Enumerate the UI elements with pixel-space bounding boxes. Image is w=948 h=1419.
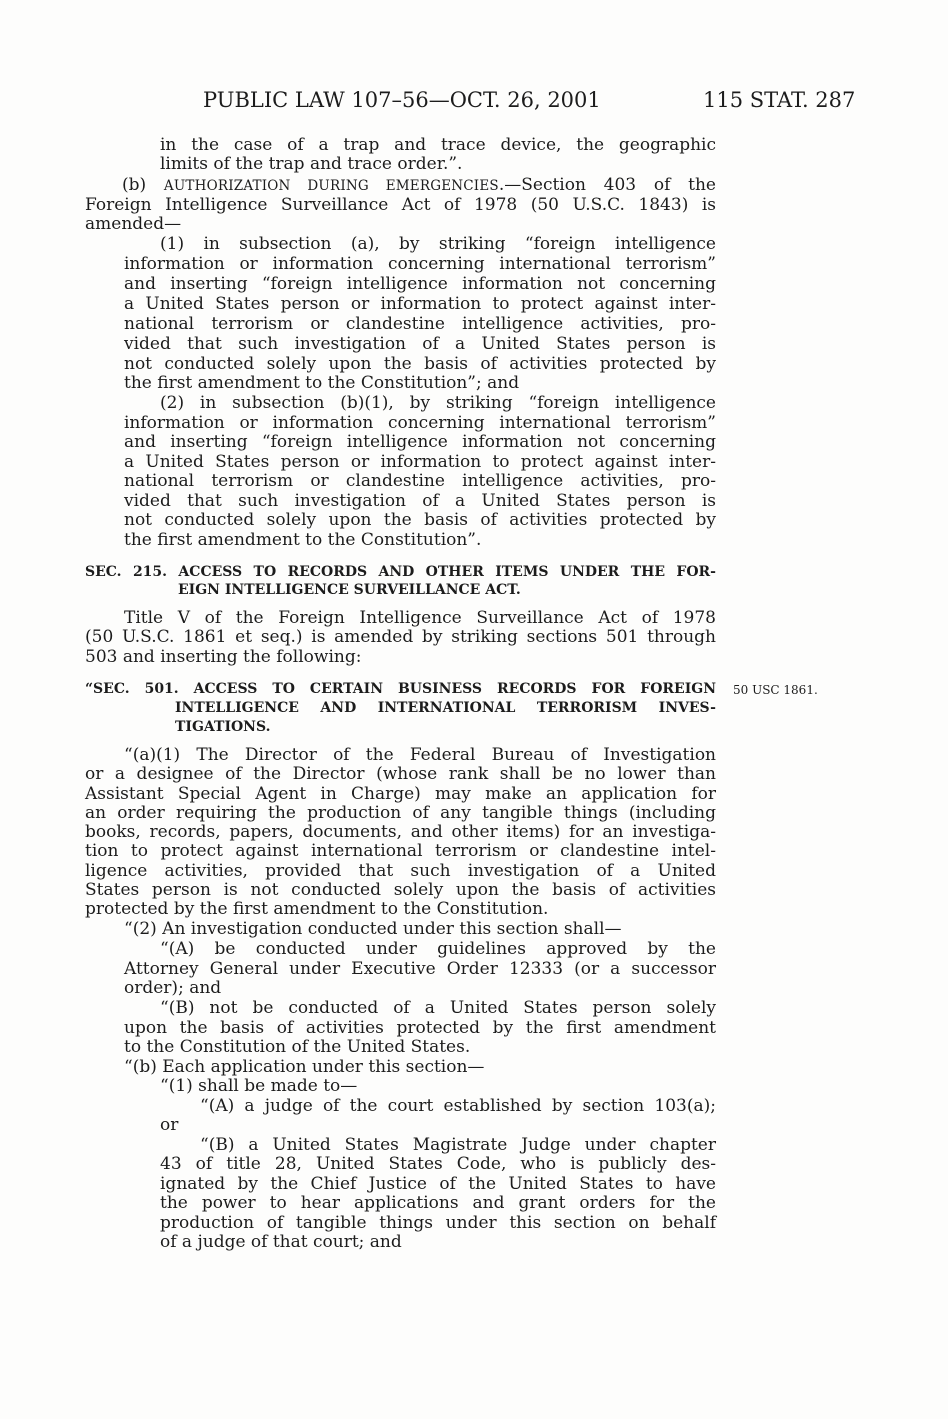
text-line: national terrorism or clandestine intelligence activities, pro-	[124, 314, 716, 334]
text-line: amended—	[85, 214, 182, 234]
text-line: of a judge of that court; and	[160, 1232, 402, 1252]
text-line: upon the basis of activities protected by the first amendment	[124, 1018, 716, 1038]
text-line: “(A) be conducted under guidelines approved by the	[160, 939, 716, 959]
section-heading: INTELLIGENCE AND INTERNATIONAL TERRORISM INVES-	[175, 700, 716, 716]
text-line: information or information concerning international terrorism”	[124, 254, 716, 274]
text-line: in the case of a trap and trace device, the geographic	[160, 135, 716, 155]
subsection-label: (b)	[122, 175, 164, 195]
text-line: tion to protect against international terrorism or clandestine intel-	[85, 841, 716, 861]
text-line: national terrorism or clandestine intelligence activities, pro-	[124, 471, 716, 491]
text-line: 503 and inserting the following:	[85, 647, 362, 667]
text-line: a United States person or information to protect against inter-	[124, 452, 716, 472]
text-line: not conducted solely upon the basis of activities protected by	[124, 510, 716, 530]
text-line: ignated by the Chief Justice of the United States to have	[160, 1174, 716, 1194]
text-line: the first amendment to the Constitution”.	[124, 530, 482, 550]
text-line: “(A) a judge of the court established by section 103(a);	[200, 1096, 716, 1116]
text-line: books, records, papers, documents, and other items) for an investiga-	[85, 822, 716, 842]
text-line: “(B) not be conducted of a United States person solely	[160, 998, 716, 1018]
text-line: protected by the first amendment to the Constitution.	[85, 899, 549, 919]
text-line: Attorney General under Executive Order 12333 (or a successor	[124, 959, 716, 979]
text-line: “(B) a United States Magistrate Judge under chapter	[200, 1135, 716, 1155]
margin-note: 50 USC 1861.	[733, 683, 818, 697]
text-line: vided that such investigation of a United States person is	[124, 334, 716, 354]
section-heading: TIGATIONS.	[175, 719, 271, 735]
text-line: vided that such investigation of a United States person is	[124, 491, 716, 511]
text-line: the power to hear applications and grant orders for the	[160, 1193, 716, 1213]
text-line: “(1) shall be made to—	[160, 1076, 358, 1096]
text-line: information or information concerning international terrorism”	[124, 413, 716, 433]
text-line: production of tangible things under this section on behalf	[160, 1213, 716, 1233]
text-line: “(a)(1) The Director of the Federal Bureau of Investigation	[124, 745, 716, 765]
text-line: an order requiring the production of any tangible things (including	[85, 803, 716, 823]
text-line: ligence activities, provided that such investigation of a United	[85, 861, 716, 881]
text-line: not conducted solely upon the basis of activities protected by	[124, 354, 716, 374]
text-line: Title V of the Foreign Intelligence Surveillance Act of 1978	[124, 608, 716, 628]
text-line: Foreign Intelligence Surveillance Act of 1978 (50 U.S.C. 1843) is	[85, 195, 716, 215]
subsection-b-first-line	[122, 175, 716, 196]
subsection-heading: AUTHORIZATION DURING EMERGENCIES	[163, 178, 499, 194]
section-heading: “SEC. 501. ACCESS TO CERTAIN BUSINESS RECORDS FOR FOREIGN	[85, 681, 716, 697]
text-line: States person is not conducted solely upon the basis of activities	[85, 880, 716, 900]
running-head: PUBLIC LAW 107–56—OCT. 26, 2001	[203, 88, 601, 112]
text-line: order); and	[124, 978, 222, 998]
text-line: “(2) An investigation conducted under this section shall—	[124, 919, 622, 939]
text-line: “(b) Each application under this section—	[124, 1057, 485, 1077]
text-line: (2) in subsection (b)(1), by striking “foreign intelligence	[160, 393, 716, 413]
text-line: to the Constitution of the United States.	[124, 1037, 471, 1057]
text-line: a United States person or information to protect against inter-	[124, 294, 716, 314]
section-heading: SEC. 215. ACCESS TO RECORDS AND OTHER ITEMS UNDER THE FOR-	[85, 564, 716, 580]
page-reference: 115 STAT. 287	[703, 88, 856, 112]
text-line: (1) in subsection (a), by striking “foreign intelligence	[160, 234, 716, 254]
section-heading: EIGN INTELLIGENCE SURVEILLANCE ACT.	[178, 582, 521, 598]
text-line: 43 of title 28, United States Code, who is publicly des-	[160, 1154, 716, 1174]
text-line: and inserting “foreign intelligence information not concerning	[124, 432, 716, 452]
text-line: or	[160, 1115, 179, 1135]
text-line: and inserting “foreign intelligence information not concerning	[124, 274, 716, 294]
text-run: .—Section 403 of the	[498, 175, 716, 195]
text-line: (50 U.S.C. 1861 et seq.) is amended by striking sections 501 through	[85, 627, 716, 647]
text-line: Assistant Special Agent in Charge) may make an application for	[85, 784, 716, 804]
text-line: the first amendment to the Constitution”; and	[124, 373, 520, 393]
text-line: limits of the trap and trace order.”.	[160, 154, 463, 174]
text-line: or a designee of the Director (whose rank shall be no lower than	[85, 764, 716, 784]
